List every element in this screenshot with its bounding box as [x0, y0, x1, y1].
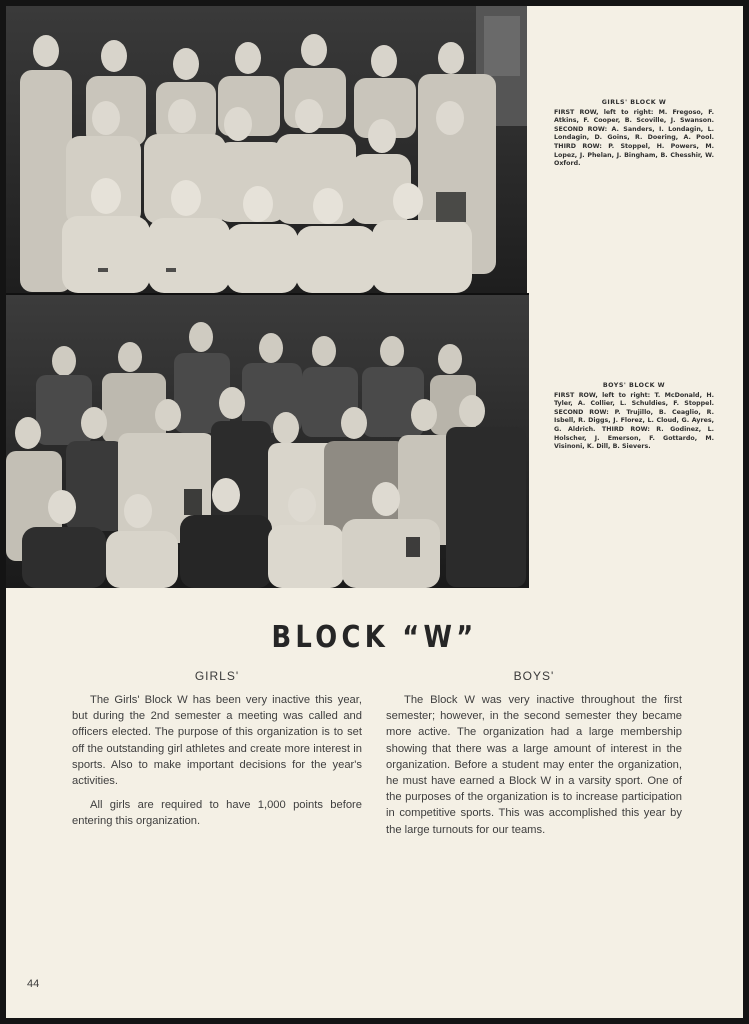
girls-group-photo — [6, 6, 527, 293]
boys-caption — [554, 382, 714, 452]
girls-caption-body: FIRST ROW, left to right: M. Fregoso, F. Atkins, F. Cooper, B. Scoville, J. Swanson. SECOND ROW: A. Sanders, I. Londagin, L. Londagin, D. Goins, R. Doering, A. Pool. THIRD ROW: P. Stoppel, H. Powers, M. Lopez, J. Phelan, J. Bingham, B. Chesshir, W. Oxford. — [554, 108, 714, 168]
yearbook-page — [6, 6, 743, 1018]
boys-group-photo — [6, 293, 529, 588]
boys-paragraph-1: The Block W was very inactive throughout the first semester; however, in the second semester they became more active. The organization had a large membership showing that there was a large amount of interest in the organization. Before a student may enter the organization, he must have earned a Block W in a varsity sport. One of the purposes of the organization is to increase participation in competitive sports. This was accomplished this year by the large turnouts for our teams. — [386, 694, 682, 836]
boys-caption-title: BOYS' BLOCK W — [602, 382, 666, 389]
boys-caption-body: FIRST ROW, left to right: T. McDonald, H. Tyler, A. Collier, L. Schuldies, F. Stoppel. SECOND ROW: P. Trujillo, B. Ceaglio, R. Isbell, R. Diggs, J. Florez, L. Cloud, G. Ayres, G. Aldrich. THIRD ROW: R. Godinez, L. Holscher, J. Emerson, F. Gottardo, M. Visinoni, K. Dill, B. Sievers. — [554, 391, 714, 451]
girls-text — [72, 692, 362, 838]
girls-paragraph-1: The Girls' Block W has been very inactive this year, but during the 2nd semester a meeting was called and officers elected. The purpose of this organization is to set off the outstanding girl athletes and create more interest in sports. Also to make important decisions for the year's activities. — [72, 694, 362, 788]
girls-caption-title: GIRLS' BLOCK W — [601, 99, 667, 106]
boys-text — [386, 692, 682, 846]
page-number: 44 — [27, 978, 40, 990]
boys-heading: BOYS' — [513, 669, 555, 683]
girls-heading: GIRLS' — [194, 669, 240, 683]
page-title: BLOCK “W” — [271, 620, 478, 655]
girls-paragraph-2: All girls are required to have 1,000 points before entering this organization. — [72, 799, 362, 828]
girls-caption — [554, 99, 714, 169]
